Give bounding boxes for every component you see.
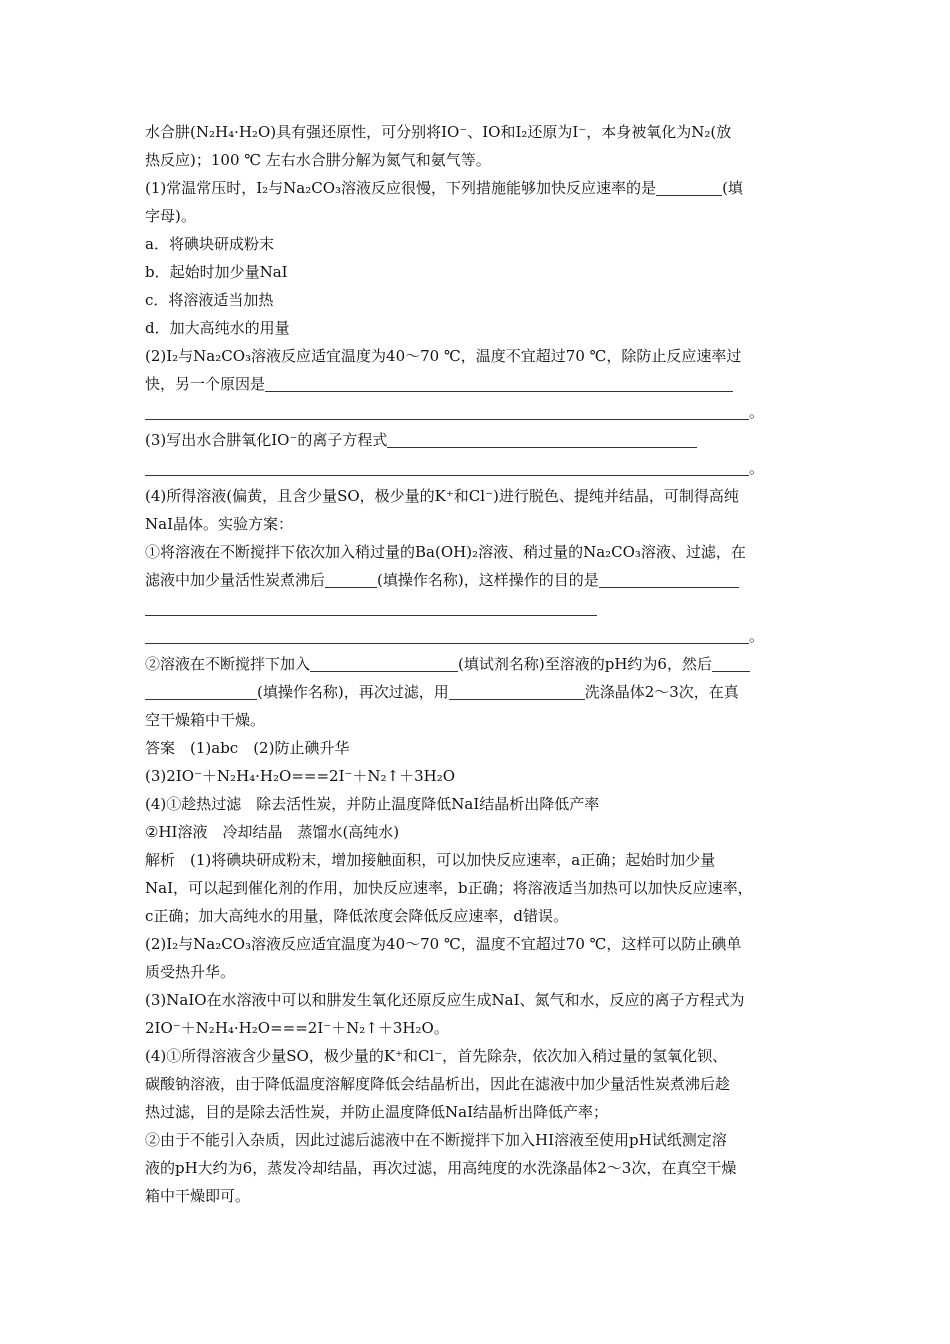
- q4-step2-line-1: [145, 650, 815, 678]
- q3-end-mark: 。: [749, 459, 765, 477]
- q4-step2-blank-operation-2: [145, 683, 257, 700]
- q4-step1-blank-purpose-1: [599, 571, 739, 588]
- q3-answer-blank-2: [145, 459, 749, 476]
- q1-option-c: c．将溶液适当加热: [145, 291, 274, 309]
- q4-line-1: (4)所得溶液(偏黄，且含少量SO，极少量的K⁺和Cl⁻)进行脱色、提纯并结晶，可制得高纯: [145, 487, 739, 505]
- q2-line-1: (2)I₂与Na₂CO₃溶液反应适宜温度为40～70 ℃，温度不宜超过70 ℃，除防止反应速率过: [145, 347, 742, 365]
- q4-step1-text-a: 滤液中加少量活性炭煮沸后: [145, 571, 326, 589]
- q4-step1-blank-purpose-3: [145, 627, 749, 644]
- q4-step1-end-mark: 。: [749, 627, 765, 645]
- analysis-line: 碳酸钠溶液，由于降低温度溶解度降低会结晶析出，因此在滤液中加少量活性炭煮沸后趁: [145, 1075, 731, 1093]
- q4-line-2: NaI晶体。实验方案：: [145, 515, 293, 533]
- analysis-line: (2)I₂与Na₂CO₃溶液反应适宜温度为40～70 ℃，温度不宜超过70 ℃，这样可以防止碘单: [145, 935, 742, 953]
- q3-line-1: [145, 426, 815, 454]
- answer-line-2: (3)2IO⁻＋N₂H₄·H₂O===2I⁻＋N₂↑＋3H₂O: [145, 767, 456, 785]
- q1-answer-blank: [656, 179, 722, 196]
- analysis-line: 热过滤，目的是除去活性炭，并防止温度降低NaI结晶析出降低产率；: [145, 1103, 608, 1121]
- q4-step1-text-b: (填操作名称)，这样操作的目的是: [377, 571, 599, 589]
- q1-line-2: 字母)。: [145, 207, 196, 225]
- analysis-line: 质受热升华。: [145, 963, 236, 981]
- intro-line-1: 水合肼(N₂H₄·H₂O)具有强还原性，可分别将IO⁻、IO和I₂还原为I⁻，本身被氧化为N₂(放: [145, 123, 732, 141]
- q1-option-d: d．加大高纯水的用量: [145, 319, 290, 337]
- q2-line-3: [145, 398, 815, 426]
- q4-step2-text-b: (填试剂名称)至溶液的pH约为6，然后: [458, 655, 712, 673]
- q4-step2-line-2: [145, 678, 815, 706]
- q2-end-mark: 。: [749, 403, 765, 421]
- q4-step2-blank-operation-1: [712, 655, 750, 672]
- analysis-line: c正确；加大高纯水的用量，降低浓度会降低反应速率，d错误。: [145, 907, 569, 925]
- q1-option-b: b．起始时加少量NaI: [145, 263, 288, 281]
- q1-text-end: (填: [722, 179, 743, 197]
- answer-line-3: (4)①趁热过滤 除去活性炭，并防止温度降低NaI结晶析出降低产率: [145, 795, 600, 813]
- q2-line-2: [145, 370, 815, 398]
- answer-line-4: ②HI溶液 冷却结晶 蒸馏水(高纯水): [145, 823, 400, 841]
- q2-answer-blank-2: [145, 403, 749, 420]
- analysis-line: 液的pH大约为6，蒸发冷却结晶，再次过滤，用高纯度的水洗涤晶体2～3次，在真空干燥: [145, 1159, 737, 1177]
- analysis-line: 解析 (1)将碘块研成粉末，增加接触面积，可以加快反应速率，a正确；起始时加少量: [145, 851, 716, 869]
- analysis-line: 2IO⁻＋N₂H₄·H₂O===2I⁻＋N₂↑＋3H₂O。: [145, 1019, 449, 1037]
- q1-line-1: [145, 174, 815, 202]
- q4-step2-text-a: ②溶液在不断搅拌下加入: [145, 655, 311, 673]
- q4-step2-blank-wash: [449, 683, 585, 700]
- q3-answer-blank-1: [387, 431, 697, 448]
- intro-line-2: 热反应)；100 ℃ 左右水合肼分解为氮气和氨气等。: [145, 151, 491, 169]
- q4-step1-blank-operation: [325, 571, 377, 588]
- q1-option-a: a．将碘块研成粉末: [145, 235, 274, 253]
- document-content: [145, 118, 815, 1210]
- q4-step2-text-c: (填操作名称)，再次过滤，用: [257, 683, 449, 701]
- analysis-line: (3)NaIO在水溶液中可以和肼发生氧化还原反应生成NaI、氮气和水，反应的离子方程式为: [145, 991, 745, 1009]
- q3-text: (3)写出水合肼氧化IO⁻的离子方程式: [145, 431, 388, 449]
- q1-text: (1)常温常压时，I₂与Na₂CO₃溶液反应很慢，下列措施能够加快反应速率的是: [145, 179, 657, 197]
- q4-step1-line-3: [145, 594, 815, 622]
- q4-step2-line-3: 空干燥箱中干燥。: [145, 711, 266, 729]
- q4-step1-line-2: [145, 566, 815, 594]
- q3-line-2: [145, 454, 815, 482]
- analysis-line: ②由于不能引入杂质，因此过滤后滤液中在不断搅拌下加入HI溶液至使用pH试纸测定溶: [145, 1131, 727, 1149]
- q2-answer-blank-1: [265, 375, 733, 392]
- q4-step2-blank-reagent: [310, 655, 458, 672]
- q2-text: 快，另一个原因是: [145, 375, 266, 393]
- analysis-line: 箱中干燥即可。: [145, 1187, 251, 1205]
- analysis-line: NaI，可以起到催化剂的作用，加快反应速率，b正确；将溶液适当加热可以加快反应速率，: [145, 879, 753, 897]
- answer-line-1: 答案 (1)abc (2)防止碘升华: [145, 739, 350, 757]
- q4-step2-text-d: 洗涤晶体2～3次，在真: [584, 683, 739, 701]
- q4-step1-line-1: ①将溶液在不断搅拌下依次加入稍过量的Ba(OH)₂溶液、稍过量的Na₂CO₃溶液、过滤，在: [145, 543, 746, 561]
- q4-step1-line-4: [145, 622, 815, 650]
- analysis-line: (4)①所得溶液含少量SO，极少量的K⁺和Cl⁻，首先除杂，依次加入稍过量的氢氧化钡、: [145, 1047, 728, 1065]
- q4-step1-blank-purpose-2: [145, 599, 597, 616]
